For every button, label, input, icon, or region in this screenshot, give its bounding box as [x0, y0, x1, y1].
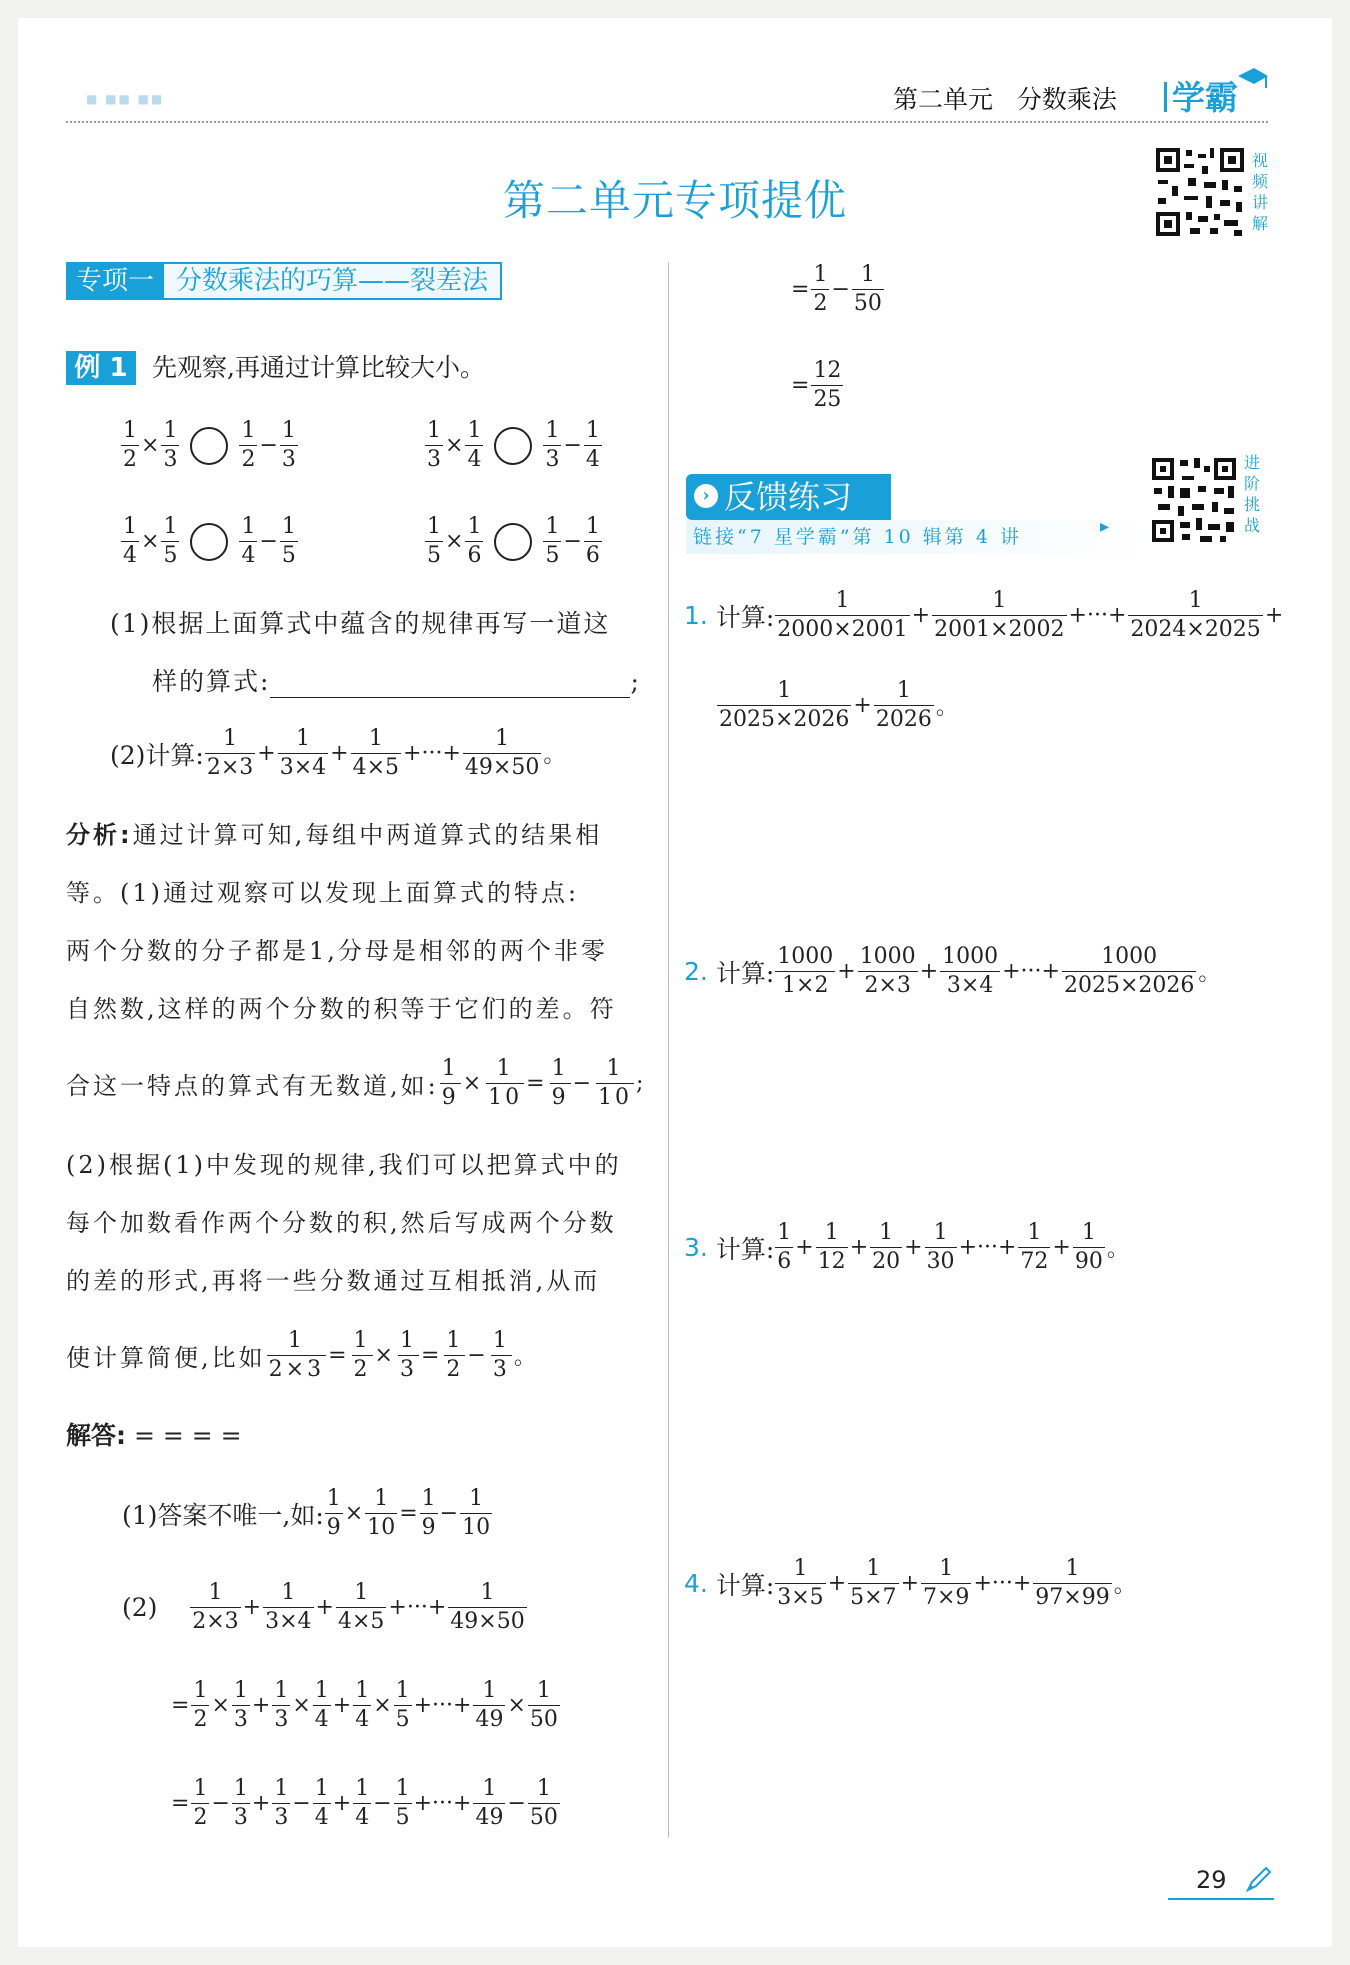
analysis-line-1 [66, 806, 602, 864]
fraction: $\frac{1}{4}$ [314, 1776, 329, 1830]
qr-challenge-label: 进阶挑战 [1244, 453, 1261, 535]
qr-code-challenge[interactable] [1150, 456, 1238, 544]
fraction: $\frac{1000}{2025\times 2026}$ [1063, 944, 1195, 998]
header-chapter [893, 80, 1117, 116]
fraction: $\frac{1}{50}$ [529, 1678, 558, 1732]
exercise-1: 1. 计算: 1 2000×2001 + $\frac{1}{2001\times 2002}$ +···+ $\frac{1}{2024\times 2025}$ + [684, 588, 1284, 642]
fraction: $\frac{1}{4}$ [123, 514, 137, 568]
fraction: $\frac{1}{2\times 3}$ [268, 1328, 325, 1382]
answer-1: (1)答案不唯一,如: $\frac{1}{9}$ × $\frac{1}{10}$ = $\frac{1}{9}$ − $\frac{1}{10}$ [122, 1486, 491, 1540]
answer-blank[interactable] [270, 671, 630, 698]
fraction: $\frac{1}{20}$ [872, 1220, 901, 1274]
fraction: $\frac{1}{3}$ [233, 1678, 248, 1732]
fraction: $\frac{1}{3}$ [399, 1328, 417, 1382]
page-number-rule [1168, 1898, 1274, 1900]
chevron-right-icon: › [694, 484, 718, 508]
qr-code-video[interactable] [1154, 146, 1246, 238]
answer-equals: = = = = [133, 1421, 242, 1450]
question-2-label: (2)计算: [110, 740, 204, 770]
compare-circle[interactable] [190, 427, 228, 465]
analysis-line-9: 使计算简便,比如 $\frac{1}{2\times 3}$ = $\frac{1}{2}$ × $\frac{1}{3}$ = $\frac{1}{2}$ − $\frac{1}{3}$ 。 [66, 1328, 539, 1382]
fraction: $\frac{1}{72}$ [1020, 1220, 1049, 1274]
fraction: $\frac{1}{10}$ [367, 1486, 396, 1540]
fraction: $\frac{1}{4}$ [467, 418, 482, 472]
fraction: $\frac{1}{2026}$ [875, 678, 932, 732]
analysis-line-7: 每个加数看作两个分数的积,然后写成两个分数 [66, 1209, 617, 1237]
analysis-line-3: 两个分数的分子都是1,分母是相邻的两个非零 [66, 937, 608, 965]
fraction: $\frac{1}{2}$ [813, 262, 828, 316]
compare-item: $\frac{1}{4}$ × $\frac{1}{5}$ 1 4 − $\frac{1}{5}$ [123, 514, 296, 568]
fraction: $\frac{1}{49}$ [475, 1678, 504, 1732]
fraction: $\frac{1}{9}$ [551, 1056, 569, 1110]
header-rule [66, 121, 1268, 123]
fraction: $\frac{1}{5\times 7}$ [850, 1556, 897, 1610]
exercise-4-number: 4. [684, 1569, 708, 1598]
fraction: $\frac{1}{49\times 50}$ [450, 1580, 525, 1634]
fraction: $\frac{1}{3\times 4}$ [279, 726, 327, 780]
question-1-label: 样的算式: [152, 667, 271, 696]
fraction: $\frac{1}{2}$ [193, 1776, 208, 1830]
brand-logo: 学霸 [1172, 78, 1238, 117]
fraction: $\frac{1}{3}$ [492, 1328, 510, 1382]
question-1-end: ; [630, 667, 641, 696]
fraction: $\frac{1}{3}$ [274, 1776, 289, 1830]
answer-2-result: = $\frac{12}{25}$ [791, 358, 842, 412]
fraction: $\frac{1}{97\times 99}$ [1035, 1556, 1110, 1610]
analysis-line-2: 等。(1)通过观察可以发现上面算式的特点: [66, 879, 580, 907]
example-prompt: 先观察,再通过计算比较大小。 [152, 353, 485, 382]
fraction: $\frac{1}{9}$ [326, 1486, 341, 1540]
fraction: $\frac{1}{10}$ [598, 1056, 633, 1110]
section-tag [66, 262, 502, 300]
fraction: $\frac{1}{6}$ [585, 514, 600, 568]
fraction: $\frac{1}{9}$ [421, 1486, 436, 1540]
compare-item: $\frac{1}{5}$ × $\frac{1}{6}$ 1 5 − $\frac{1}{6}$ [427, 514, 600, 568]
fraction: $\frac{1}{5}$ [395, 1678, 410, 1732]
answer-label: 解答: [66, 1421, 126, 1450]
fraction: $\frac{1000}{3\times 4}$ [942, 944, 999, 998]
fraction: $\frac{1}{49\times 50}$ [464, 726, 540, 780]
exercise-3: 3. 计算: 1 6 + $\frac{1}{12}$ + $\frac{1}{20}$ + $\frac{1}{30}$ +···+ $\frac{1}{72}$ + $\frac{1}{90}$ 。 [684, 1220, 1129, 1274]
exercise-2-number: 2. [684, 957, 708, 986]
pencil-icon [1244, 1864, 1274, 1894]
section-title: 分数乘法的巧算——裂差法 [164, 262, 502, 300]
exercise-4-label: 计算: [715, 1570, 775, 1600]
question-1-text-cont [152, 666, 641, 698]
fraction: $\frac{1}{3}$ [163, 418, 178, 472]
fraction: $\frac{1}{90}$ [1074, 1220, 1103, 1274]
fraction: $\frac{1}{3}$ [274, 1678, 289, 1732]
fraction: $\frac{1}{49}$ [475, 1776, 504, 1830]
fraction: $\frac{1}{5}$ [427, 514, 441, 568]
analysis-line-8: 的差的形式,再将一些分数通过互相抵消,从而 [66, 1267, 601, 1295]
fraction: 1 2×3 [206, 726, 254, 780]
fraction: $\frac{12}{25}$ [813, 358, 842, 412]
fraction: $\frac{1}{2}$ [446, 1328, 464, 1382]
compare-circle[interactable] [494, 427, 532, 465]
exercise-4: 4. 计算: 1 3×5 + $\frac{1}{5\times 7}$ + $\frac{1}{7\times 9}$ +···+ $\frac{1}{97\times 99}$ 。 [684, 1556, 1136, 1610]
fraction: $\frac{1}{9}$ [441, 1056, 459, 1110]
fraction: $\frac{1}{2024\times 2025}$ [1130, 588, 1261, 642]
fraction: $\frac{1}{3}$ [427, 418, 441, 472]
feedback-banner: 反馈练习 [686, 474, 891, 520]
example-tag: 例 1 [66, 351, 136, 385]
fraction: $\frac{1}{2}$ [353, 1328, 371, 1382]
analysis-line-5: 合这一特点的算式有无数道,如: $\frac{1}{9}$ × $\frac{1}{10}$ = $\frac{1}{9}$ − $\frac{1}{10}$ ; [66, 1056, 647, 1110]
analysis-text: 通过计算可知,每组中两道算式的结果相 [132, 821, 603, 849]
answer-line [66, 1420, 242, 1452]
fraction: $\frac{1}{2}$ [193, 1678, 208, 1732]
page-title: 第二单元专项提优 [502, 176, 847, 225]
fraction: $\frac{1}{4}$ [355, 1776, 370, 1830]
column-divider [668, 262, 669, 1837]
fraction: $\frac{1}{4}$ [585, 418, 600, 472]
fraction: 1 5 [545, 514, 560, 568]
page-number: 29 [1196, 1866, 1227, 1894]
fraction: $\frac{1}{4\times 5}$ [352, 726, 400, 780]
section-number: 专项一 [66, 262, 164, 300]
answer-2-label: (2) [122, 1593, 158, 1622]
fraction: $\frac{1000}{2\times 3}$ [859, 944, 916, 998]
fraction: 1 3 [545, 418, 560, 472]
answer-2-line-2: = $\frac{1}{2}$ × $\frac{1}{3}$ + $\frac{1}{3}$ × $\frac{1}{4}$ + $\frac{1}{4}$ × $\frac{1}{5}$ +···+ $\frac{1}{49}$ × $\frac{1}{50}$ [171, 1678, 558, 1732]
fraction: 1 4 [241, 514, 256, 568]
fraction: $\frac{1}{30}$ [926, 1220, 955, 1274]
exercise-2: 2. 计算: 1000 1×2 + $\frac{1000}{2\times 3}$ + $\frac{1000}{3\times 4}$ +···+ $\frac{1000}{2025\times 2026}$ 。 [684, 944, 1221, 998]
fraction: $\frac{1}{4\times 5}$ [337, 1580, 385, 1634]
analysis-label: 分析: [66, 821, 133, 849]
analysis-text: 合这一特点的算式有无数道,如: [66, 1072, 439, 1100]
fraction: $\frac{1}{2}$ [123, 418, 137, 472]
question-2-expression: (2)计算: 1 2×3 + $\frac{1}{3\times 4}$ + $\frac{1}{4\times 5}$ +···+ $\frac{1}{49\times 50}$ 。 [110, 726, 566, 780]
analysis-text: 使计算简便,比如 [66, 1344, 266, 1372]
compare-item: $\frac{1}{2}$ × $\frac{1}{3}$ 1 2 − $\frac{1}{3}$ [123, 418, 296, 472]
fraction: $\frac{1}{7\times 9}$ [923, 1556, 970, 1610]
fraction: $\frac{1}{10}$ [462, 1486, 491, 1540]
fraction: 1000 1×2 [777, 944, 834, 998]
feedback-link[interactable]: 链接“7 星学霸”第 10 辑第 4 讲 [693, 526, 1022, 548]
fraction: 1 2000×2001 [777, 588, 908, 642]
fraction: 1 3×5 [777, 1556, 824, 1610]
question-1-text: (1)根据上面算式中蕴含的规律再写一道这 [110, 609, 611, 638]
header-topic: 分数乘法 [1016, 85, 1117, 114]
fraction: $\frac{1}{4}$ [355, 1678, 370, 1732]
answer-1-label: (1)答案不唯一,如: [122, 1500, 324, 1530]
answer-2-line-4: = $\frac{1}{2}$ − $\frac{1}{50}$ [791, 262, 882, 316]
brand-divider [1164, 82, 1167, 112]
fraction: $\frac{1}{3\times 4}$ [265, 1580, 312, 1634]
fraction: $\frac{1}{5}$ [395, 1776, 410, 1830]
fraction: 1 2×3 [192, 1580, 239, 1634]
answer-2-line-1: (2) 1 2×3 + $\frac{1}{3\times 4}$ + $\frac{1}{4\times 5}$ +···+ $\frac{1}{49\times 50}$ [122, 1580, 525, 1634]
fraction: 1 2 [241, 418, 256, 472]
fraction: $\frac{1}{3}$ [233, 1776, 248, 1830]
exercise-3-label: 计算: [715, 1234, 775, 1264]
answer-2-line-3: = $\frac{1}{2}$ − $\frac{1}{3}$ + $\frac{1}{3}$ − $\frac{1}{4}$ + $\frac{1}{4}$ − $\frac{1}{5}$ +···+ $\frac{1}{49}$ − $\frac{1}{50}$ [171, 1776, 558, 1830]
fraction: $\frac{1}{50}$ [853, 262, 882, 316]
header-unit: 第二单元 [893, 85, 994, 114]
exercise-1-number: 1. [684, 601, 708, 630]
exercise-2-label: 计算: [715, 958, 775, 988]
fraction: $\frac{1}{10}$ [488, 1056, 523, 1110]
fraction: $\frac{1}{3}$ [281, 418, 296, 472]
fraction: $\frac{1}{50}$ [529, 1776, 558, 1830]
fraction: 1 2025×2026 [719, 678, 850, 732]
fraction: $\frac{1}{5}$ [281, 514, 296, 568]
exercise-1-label: 计算: [715, 602, 775, 632]
fraction: $\frac{1}{6}$ [467, 514, 482, 568]
fraction: $\frac{1}{2001\times 2002}$ [934, 588, 1065, 642]
fraction: 1 6 [777, 1220, 792, 1274]
fraction: $\frac{1}{5}$ [163, 514, 178, 568]
exercise-1-cont: 1 2025×2026 + $\frac{1}{2026}$ 。 [719, 678, 958, 732]
compare-item: $\frac{1}{3}$ × $\frac{1}{4}$ 1 3 − $\frac{1}{4}$ [427, 418, 600, 472]
header-decoration: ■ ■■ ■■ [86, 92, 165, 106]
compare-circle[interactable] [494, 523, 532, 561]
qr-video-label: 视频讲解 [1252, 151, 1269, 233]
graduation-cap-icon [1236, 64, 1270, 92]
compare-circle[interactable] [190, 523, 228, 561]
exercise-3-number: 3. [684, 1233, 708, 1262]
fraction: $\frac{1}{4}$ [314, 1678, 329, 1732]
analysis-line-6: (2)根据(1)中发现的规律,我们可以把算式中的 [66, 1151, 622, 1179]
fraction: $\frac{1}{12}$ [817, 1220, 846, 1274]
analysis-line-4: 自然数,这样的两个分数的积等于它们的差。符 [66, 995, 617, 1023]
arrow-right-icon: ▸ [1100, 516, 1110, 537]
